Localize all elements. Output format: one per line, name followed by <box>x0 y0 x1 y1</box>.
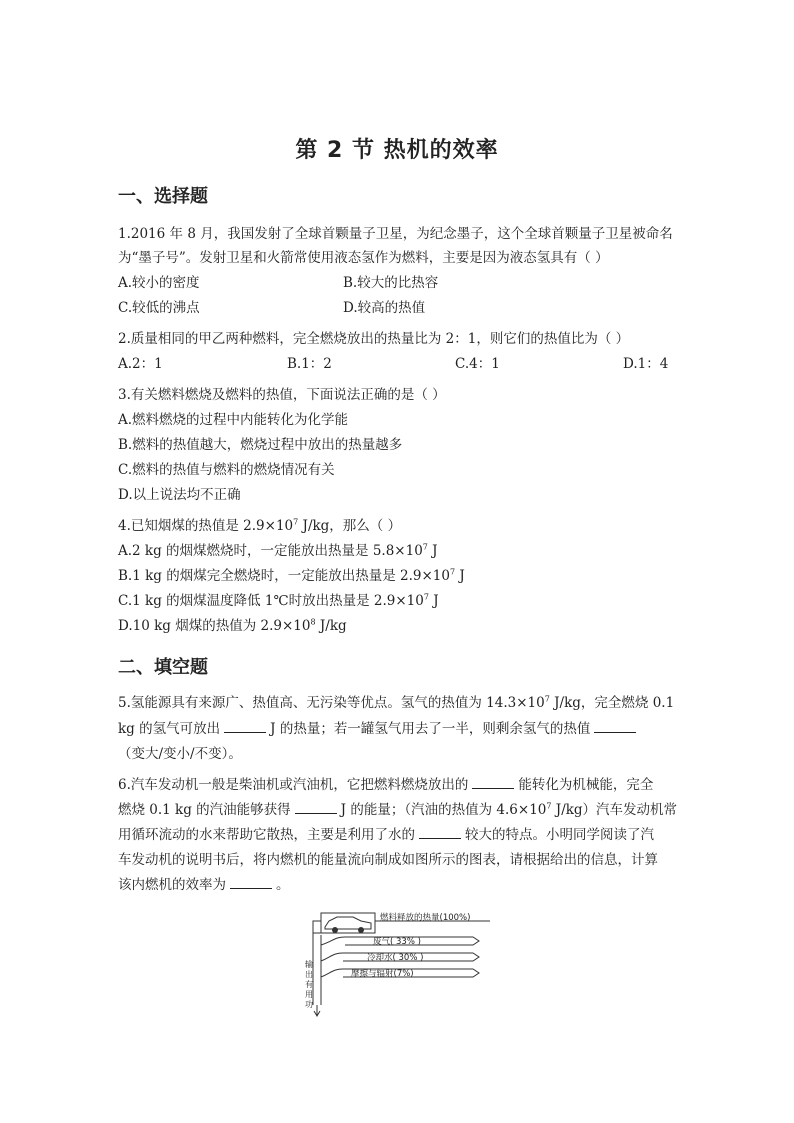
q6-line1-text: 6.汽车发动机一般是柴油机或汽油机，它把燃料燃烧放出的 <box>118 777 469 793</box>
q4-option-d-text: D.10 kg 烟煤的热值为 2.9×10 <box>118 618 311 634</box>
q2-option-c: C.4：1 <box>455 356 500 372</box>
q6-line3-text: 用循环流动的水来帮助它散热，主要是利用了水的 <box>118 827 415 843</box>
q6-line2-text: 燃烧 0.1 kg 的汽油能够获得 <box>118 802 291 818</box>
q6-line2-exponent: 7 <box>546 801 552 811</box>
fig-label-fuel-heat: 燃料释放的热量(100%) <box>380 913 471 923</box>
q5-line2-text-mid: J 的热量；若一罐氢气用去了一半，则剩余氢气的热值 <box>270 721 591 737</box>
q5-line1-exponent: 7 <box>544 694 550 704</box>
q2-option-d: D.1：4 <box>623 356 669 372</box>
q5-answer-blank-1[interactable] <box>224 720 266 733</box>
q4-option-c-unit: J <box>428 593 439 609</box>
flow-top-connector <box>313 929 375 935</box>
section-choice-heading: 一、选择题 <box>118 186 208 207</box>
q4-option-a-exponent: 7 <box>422 542 428 552</box>
fig-label-exhaust: 废气( 33% ) <box>373 937 421 947</box>
q6-answer-blank-3[interactable] <box>419 826 461 839</box>
q5-line2-text: kg 的氢气可放出 <box>118 721 221 737</box>
q3-option-a: A.燃料燃烧的过程中内能转化为化学能 <box>118 412 349 428</box>
q5-line1 <box>118 694 674 712</box>
q6-line2 <box>118 801 677 819</box>
fig-output-char-1: 输 <box>305 960 313 969</box>
q4-option-b-exponent: 7 <box>449 567 456 577</box>
q4-option-c-exponent: 7 <box>423 592 429 602</box>
q6-line1-text-end: 能转化为机械能，完全 <box>518 777 654 793</box>
q4-option-d-exponent: 8 <box>310 617 316 627</box>
q2-option-b: B.1：2 <box>287 356 332 372</box>
q4-stem-exponent: 7 <box>293 517 299 527</box>
q1-option-b: B.较大的比热容 <box>343 275 439 291</box>
q5-line3: （变大/变小/不变）。 <box>118 746 242 762</box>
q6-answer-blank-2[interactable] <box>295 801 337 814</box>
q4-stem <box>118 517 401 535</box>
q6-line3-text-end: 较大的特点。小明同学阅读了汽 <box>465 827 654 843</box>
q1-option-a: A.较小的密度 <box>118 275 200 291</box>
q6-line1 <box>118 776 653 794</box>
q2-option-a: A.2：1 <box>118 356 163 372</box>
q4-option-b-unit: J <box>455 568 465 584</box>
q6-line2-text-end: J/kg）汽车发动机常 <box>551 802 678 818</box>
page-title: 第 2 节 热机的效率 <box>295 138 499 163</box>
q6-answer-blank-4[interactable] <box>230 876 272 889</box>
energy-flow-diagram <box>305 905 490 1020</box>
q6-line3 <box>118 826 654 844</box>
q1-option-d: D.较高的热值 <box>343 300 426 316</box>
q4-option-d <box>118 617 347 635</box>
q4-option-a <box>118 542 438 560</box>
q1-option-c: C.较低的沸点 <box>118 300 200 316</box>
q4-option-c <box>118 592 439 610</box>
q4-option-b-text: B.1 kg 的烟煤完全燃烧时，一定能放出热量是 2.9×10 <box>118 568 450 584</box>
q4-option-c-text: C.1 kg 的烟煤温度降低 1℃时放出热量是 2.9×10 <box>118 593 424 609</box>
q6-line4: 车发动机的说明书后，将内燃机的能量流向制成如图所示的图表，请根据给出的信息，计算 <box>118 852 658 868</box>
fig-label-friction: 摩擦与辐射(7%) <box>351 969 414 979</box>
q5-line2 <box>118 720 640 738</box>
fig-label-coolant: 冷却水( 30% ) <box>367 953 424 963</box>
q5-line1-text: 5.氢能源具有来源广、热值高、无污染等优点。氢气的热值为 14.3×10 <box>118 695 545 711</box>
q3-option-b: B.燃料的热值越大，燃烧过程中放出的热量越多 <box>118 437 403 453</box>
q4-option-d-unit: J/kg <box>315 618 347 634</box>
q3-option-d: D.以上说法均不正确 <box>118 487 241 503</box>
q2-stem: 2.质量相同的甲乙两种燃料，完全燃烧放出的热量比为 2：1，则它们的热值比为（ ） <box>118 331 630 347</box>
q1-stem-line1: 1.2016 年 8 月，我国发射了全球首颗量子卫星，为纪念墨子，这个全球首颗量子卫星被命名 <box>118 226 673 242</box>
car-icon <box>321 913 375 933</box>
fig-output-char-5: 功 <box>305 1000 313 1009</box>
q4-stem-text-end: J/kg，那么（ ） <box>298 518 402 534</box>
q6-answer-blank-1[interactable] <box>472 776 514 789</box>
q4-option-b <box>118 567 465 585</box>
q1-stem-line2: 为“墨子号”。发射卫星和火箭常使用液态氢作为燃料，主要是因为液态氢具有（ ） <box>118 250 609 266</box>
q4-stem-text: 4.已知烟煤的热值是 2.9×10 <box>118 518 294 534</box>
q6-line2-text-mid: J 的能量；（汽油的热值为 4.6×10 <box>340 802 547 818</box>
q5-answer-blank-2[interactable] <box>594 720 636 733</box>
q6-line5 <box>118 876 290 894</box>
q4-option-a-unit: J <box>427 543 438 559</box>
fig-output-char-3: 有 <box>305 980 313 989</box>
q6-line5-text: 该内燃机的效率为 <box>118 877 226 893</box>
fig-output-char-2: 出 <box>305 970 313 979</box>
q4-option-a-text: A.2 kg 的烟煤燃烧时，一定能放出热量是 5.8×10 <box>118 543 423 559</box>
q3-stem: 3.有关燃料燃烧及燃料的热值，下面说法正确的是（ ） <box>118 387 446 403</box>
fig-output-char-4: 用 <box>305 990 313 999</box>
q6-line5-text-end: 。 <box>276 877 290 893</box>
q5-line1-text-end: J/kg，完全燃烧 0.1 <box>549 695 675 711</box>
q3-option-c: C.燃料的热值与燃料的燃烧情况有关 <box>118 462 335 478</box>
section-fill-heading: 二、填空题 <box>118 657 208 678</box>
